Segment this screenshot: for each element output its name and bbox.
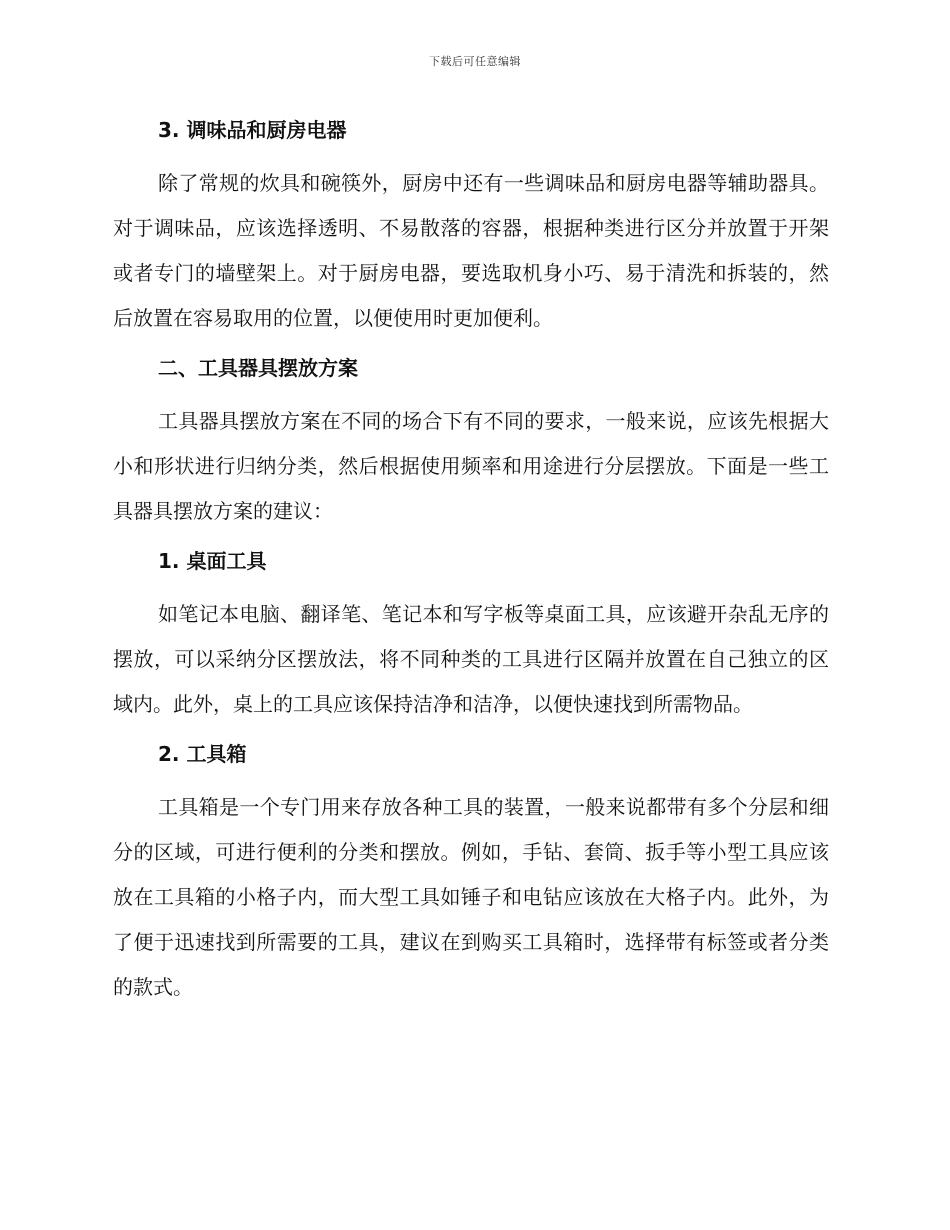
document-body [113, 110, 829, 1010]
paragraph-tool-placement: 工具器具摆放方案在不同的场合下有不同的要求，一般来说，应该先根据大小和形状进行归纳分类，然后根据使用频率和用途进行分层摆放。下面是一些工具器具摆放方案的建议： [113, 409, 829, 523]
paragraph-seasonings-appliances: 除了常规的炊具和碗筷外，厨房中还有一些调味品和厨房电器等辅助器具。对于调味品，应该选择透明、不易散落的容器，根据种类进行区分并放置于开架或者专门的墙壁架上。对于厨房电器，要选取机身小巧、易于清洗和拆装的，然后放置在容易取用的位置，以便使用时更加便利。 [113, 171, 829, 330]
section-heading-tool-placement: 二、工具器具摆放方案 [158, 356, 358, 380]
paragraph-toolbox: 工具箱是一个专门用来存放各种工具的装置，一般来说都带有多个分层和细分的区域，可进行便利的分类和摆放。例如，手钻、套筒、扳手等小型工具应该放在工具箱的小格子内，而大型工具如锤子和电钻应该放在大格子内。此外，为了便于迅速找到所需要的工具，建议在到购买工具箱时，选择带有标签或者分类的款式。 [113, 795, 829, 999]
section-heading-toolbox: 2. 工具箱 [158, 742, 247, 766]
page-header: 下载后可任意编辑 [429, 55, 521, 68]
paragraph-desktop-tools: 如笔记本电脑、翻译笔、笔记本和写字板等桌面工具，应该避开杂乱无序的摆放，可以采纳分区摆放法，将不同种类的工具进行区隔并放置在自己独立的区域内。此外，桌上的工具应该保持洁净和洁净，以便快速找到所需物品。 [113, 602, 829, 716]
section-heading-desktop-tools: 1. 桌面工具 [158, 549, 267, 573]
section-heading-seasonings-appliances: 3. 调味品和厨房电器 [158, 118, 347, 142]
